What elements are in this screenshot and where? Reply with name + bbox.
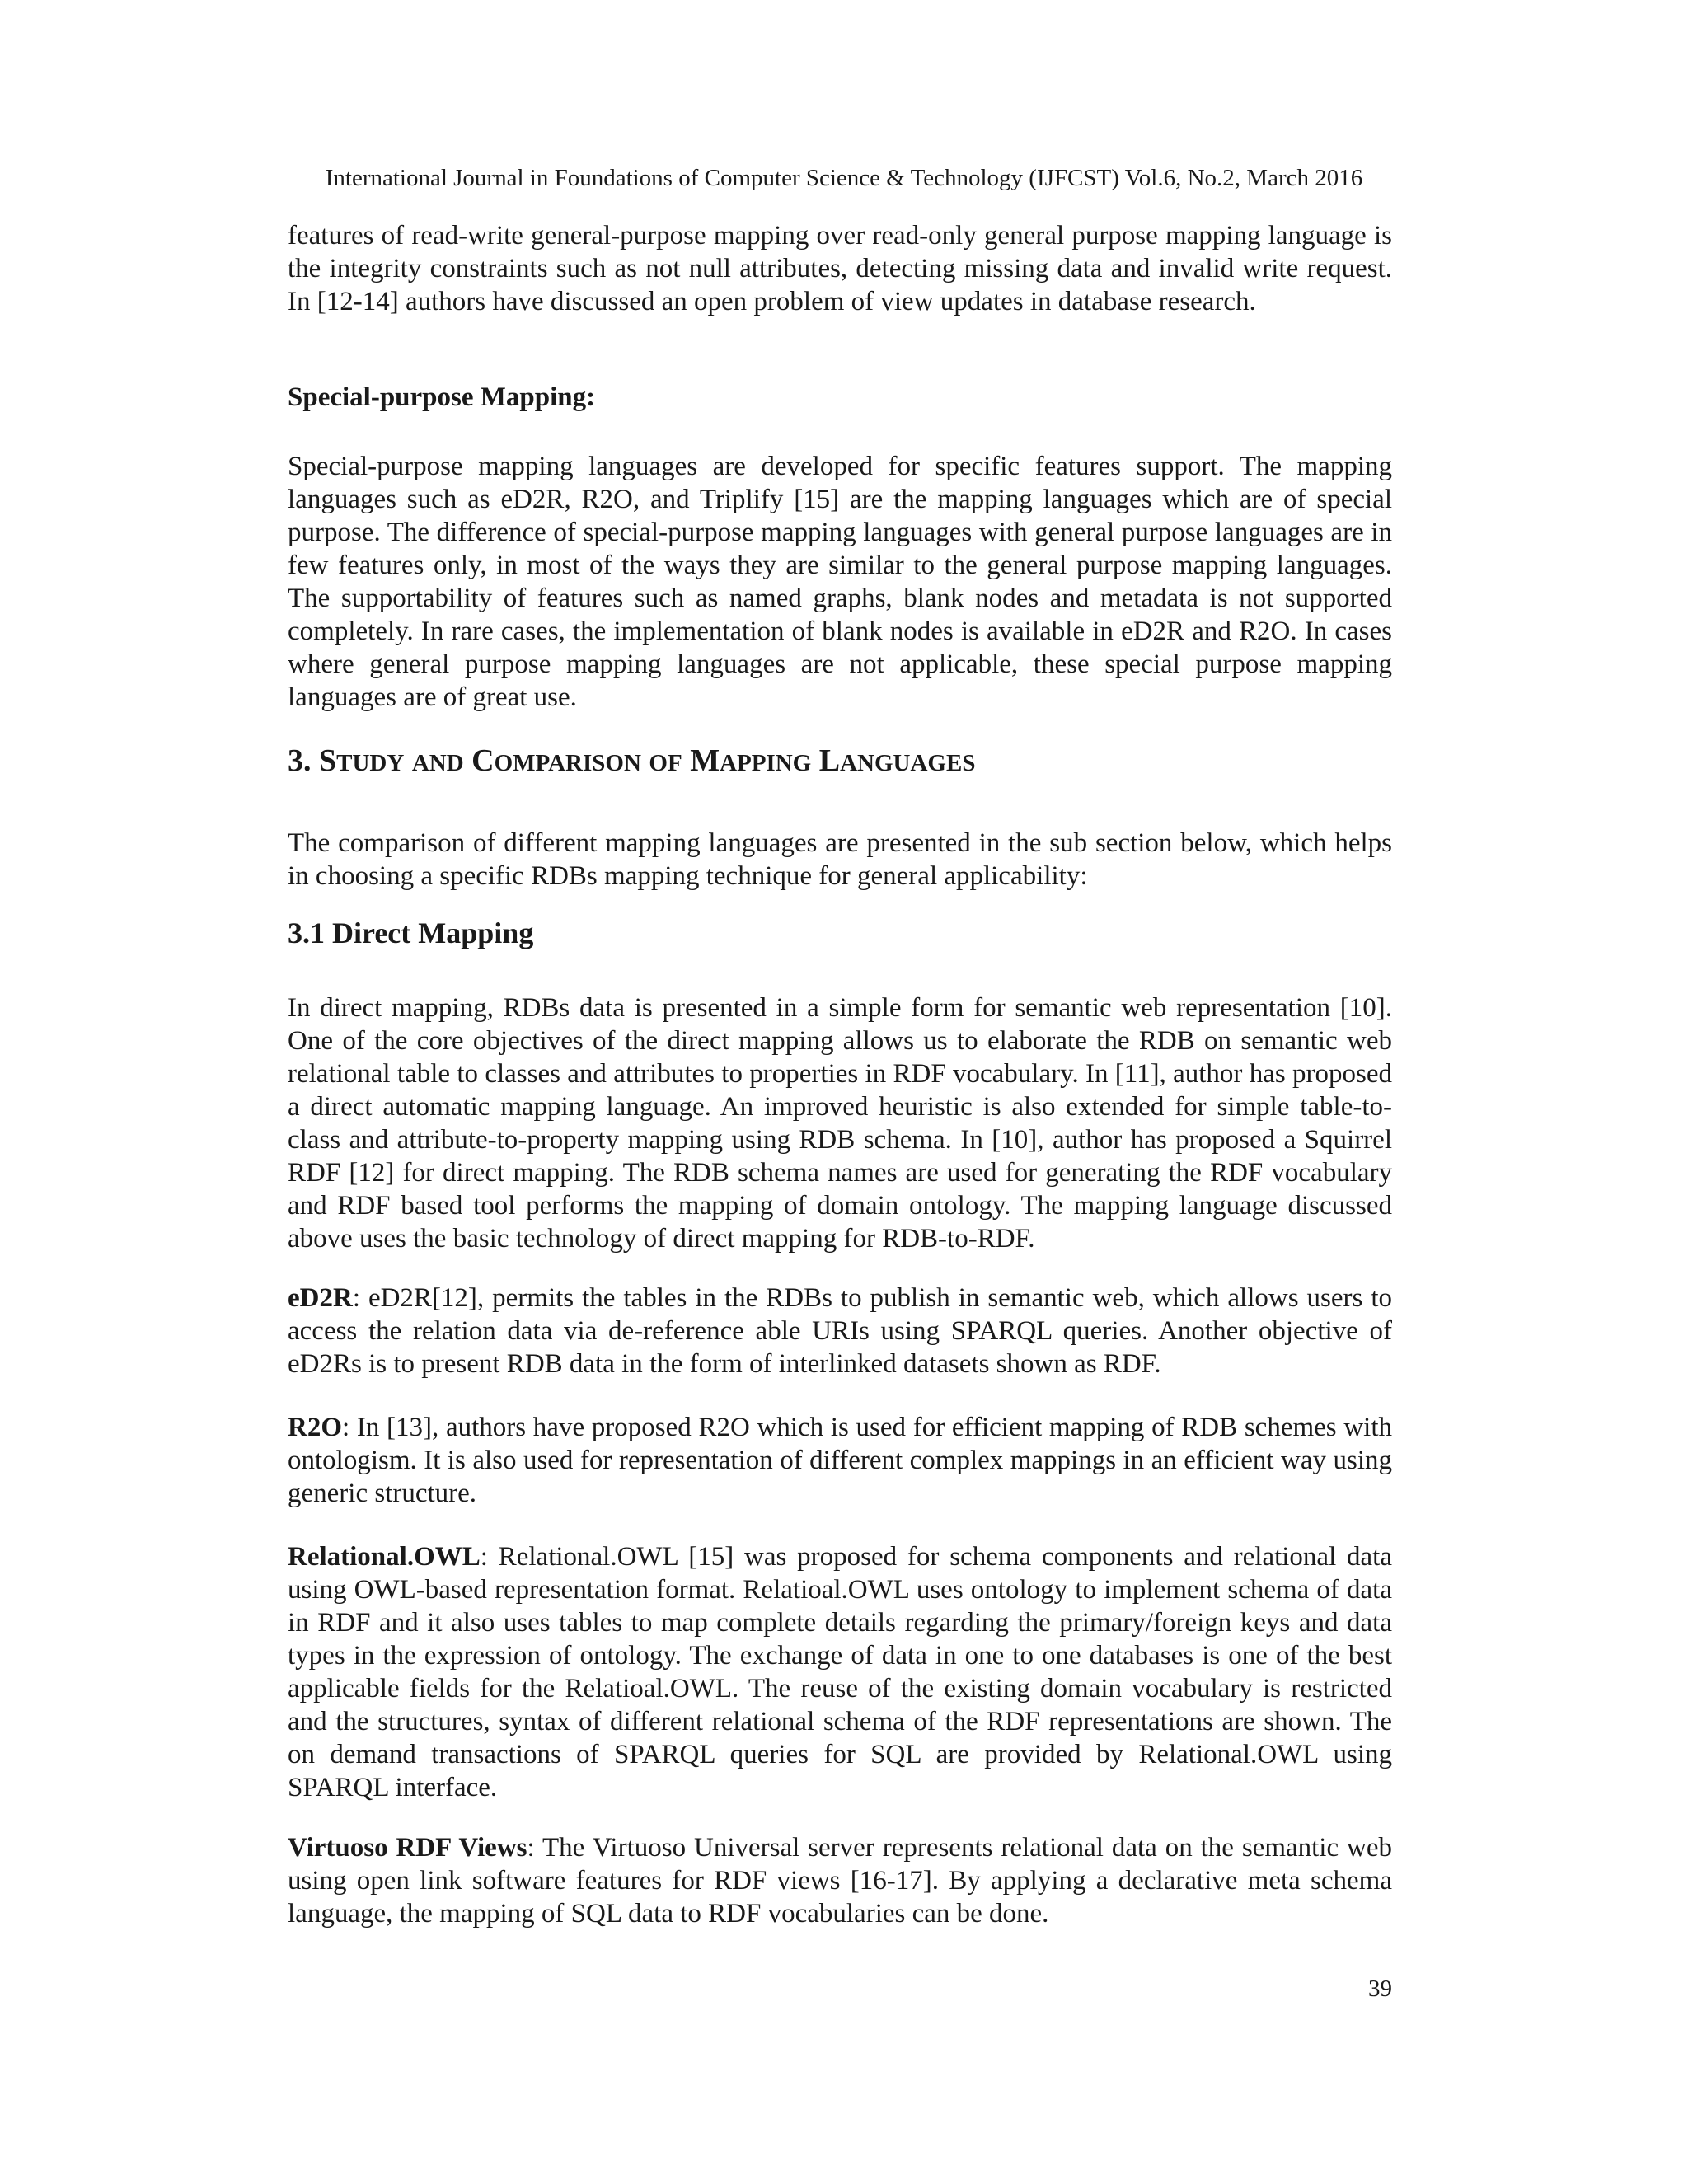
virtuoso-term: Virtuoso RDF Views <box>288 1833 528 1863</box>
page-number: 39 <box>1368 1975 1392 2002</box>
paragraph-virtuoso: Virtuoso RDF Views: The Virtuoso Universal server represents relational data on the semantic web using open link software features for RDF views [16-17]. By applying a declarative meta schema language, the mapping of SQL data to RDF vocabularies can be done. <box>288 1833 1392 1929</box>
r2o-term: R2O <box>288 1413 342 1442</box>
paragraph-ed2r: eD2R: eD2R[12], permits the tables in the RDBs to publish in semantic web, which allows users to access the relation data via de-reference able URIs using SPARQL queries. Another objective of eD2Rs is to present RDB data in the form of interlinked datasets shown as RDF. <box>288 1283 1392 1379</box>
paragraph-direct-mapping: In direct mapping, RDBs data is presented in a simple form for semantic web representation [10]. One of the core objectives of the direct mapping allows us to elaborate the RDB on semantic web relational table to classes and attributes to properties in RDF vocabulary. In [11], author has proposed a direct automatic mapping language. An improved heuristic is also extended for simple table-to-class and attribute-to-property mapping using RDB schema. In [10], author has proposed a Squirrel RDF [12] for direct mapping. The RDB schema names are used for generating the RDF vocabulary and RDF based tool performs the mapping of domain ontology. The mapping language discussed above uses the basic technology of direct mapping for RDB-to-RDF. <box>288 993 1392 1254</box>
paragraph-read-write-features: features of read-write general-purpose mapping over read-only general purpose mapping language is the integrity constraints such as not null attributes, detecting missing data and invalid write request. In [12-14] authors have discussed an open problem of view updates in database research. <box>288 221 1392 316</box>
paragraph-r2o: R2O: In [13], authors have proposed R2O which is used for efficient mapping of RDB schemes with ontologism. It is also used for representation of different complex mappings in an efficient way using generic structure. <box>288 1413 1392 1508</box>
subsection-3-1-heading: 3.1 Direct Mapping <box>288 916 534 949</box>
special-purpose-heading: Special-purpose Mapping: <box>288 382 596 412</box>
running-header: International Journal in Foundations of Computer Science & Technology (IJFCST) Vol.6, No.2, March 2016 <box>325 165 1363 191</box>
paragraph-comparison-intro: The comparison of different mapping languages are presented in the sub section below, which helps in choosing a specific RDBs mapping technique for general applicability: <box>288 828 1392 891</box>
paragraph-relational-owl: Relational.OWL: Relational.OWL [15] was proposed for schema components and relational data using OWL-based representation format. Relatioal.OWL uses ontology to implement schema of data in RDF and it also uses tables to map complete details regarding the primary/foreign keys and data types in the expression of ontology. The exchange of data in one to one databases is one of the best applicable fields for the Relatioal.OWL. The reuse of the existing domain vocabulary is restricted and the structures, syntax of different relational schema of the RDF representations are shown. The on demand transactions of SPARQL queries for SQL are provided by Relational.OWL using SPARQL interface. <box>288 1542 1392 1802</box>
ed2r-term: eD2R <box>288 1283 353 1313</box>
relational-owl-term: Relational.OWL <box>288 1542 481 1572</box>
paragraph-special-purpose: Special-purpose mapping languages are developed for specific features support. The mapping languages such as eD2R, R2O, and Triplify [15] are the mapping languages which are of special purpose. The difference of special-purpose mapping languages with general purpose languages are in few features only, in most of the ways they are similar to the general purpose mapping languages. The supportability of features such as named graphs, blank nodes and metadata is not supported completely. In rare cases, the implementation of blank nodes is available in eD2R and R2O. In cases where general purpose mapping languages are not applicable, these special purpose mapping languages are of great use. <box>288 452 1392 712</box>
section-3-number: 3. <box>288 743 312 778</box>
section-3-heading: 3. STUDY AND COMPARISON OF MAPPING LANGUAGES <box>288 743 976 778</box>
